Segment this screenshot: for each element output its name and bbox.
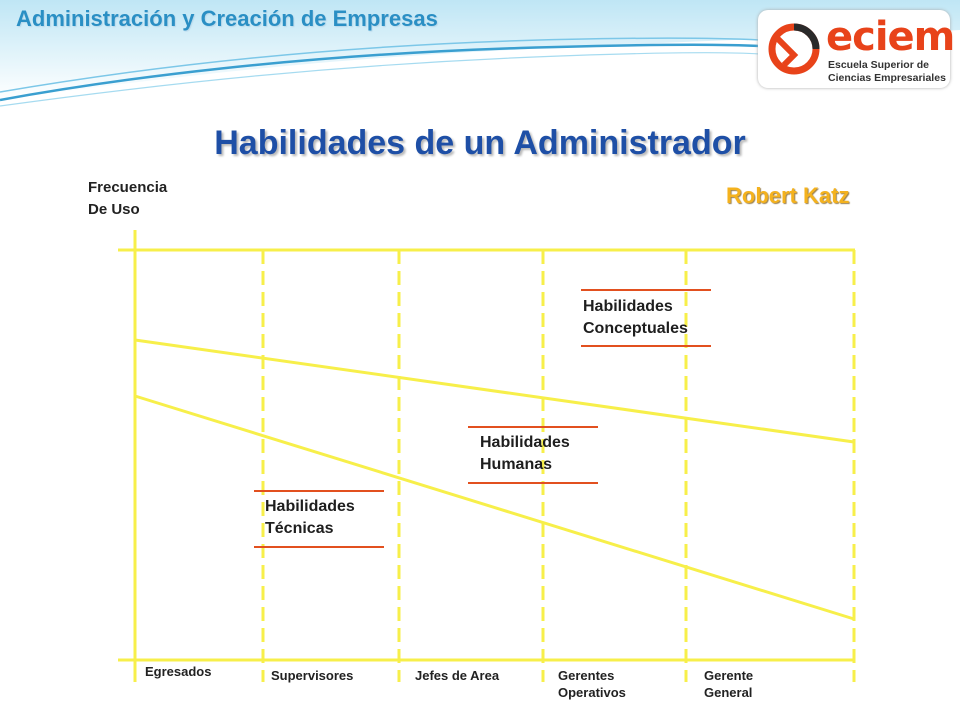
- level-label-jefes-de-area: [415, 667, 499, 684]
- skill-label-humanas-line1: Habilidades: [480, 434, 570, 451]
- level-label-egresados-line1: Egresados: [145, 664, 212, 679]
- logo-subtitle-2: Ciencias Empresariales: [828, 72, 946, 84]
- skill-label-tecnicas-line1: Habilidades: [265, 498, 355, 515]
- presentation-header-title: Administración y Creación de Empresas: [16, 6, 438, 31]
- skill-label-conceptuales: [583, 296, 688, 340]
- level-label-gerentes-line2: Operativos: [558, 685, 626, 700]
- skill-label-conceptuales-line2: Conceptuales: [583, 320, 688, 337]
- author-name: Robert Katz: [726, 183, 850, 208]
- level-label-egresados: [145, 663, 211, 680]
- y-axis-label-line2: De Uso: [88, 201, 140, 218]
- level-label-gerente-line1: Gerente: [704, 668, 754, 683]
- skill-label-humanas-line2: Humanas: [480, 456, 553, 473]
- skill-label-tecnicas: [265, 496, 355, 540]
- level-label-supervisores: [271, 667, 353, 684]
- skill-label-tecnicas-line2: Técnicas: [265, 520, 334, 537]
- skill-label-conceptuales-line1: Habilidades: [583, 298, 673, 315]
- lower-boundary-line: [135, 396, 854, 619]
- logo-subtitle-1: Escuela Superior de: [828, 59, 929, 71]
- logo-word: eciem: [826, 14, 955, 60]
- level-label-gerentes-operativos: [558, 667, 626, 701]
- level-label-gerente-line2: General: [704, 685, 753, 700]
- skill-label-humanas: [480, 432, 570, 476]
- level-label-supervisores-line1: Supervisores: [271, 668, 354, 683]
- slide-title: Habilidades de un Administrador: [214, 124, 746, 162]
- level-label-gerentes-line1: Gerentes: [558, 668, 615, 683]
- y-axis-label-line1: Frecuencia: [88, 179, 168, 196]
- level-label-jefes-line1: Jefes de Area: [415, 668, 500, 683]
- level-label-gerente-general: [704, 667, 753, 701]
